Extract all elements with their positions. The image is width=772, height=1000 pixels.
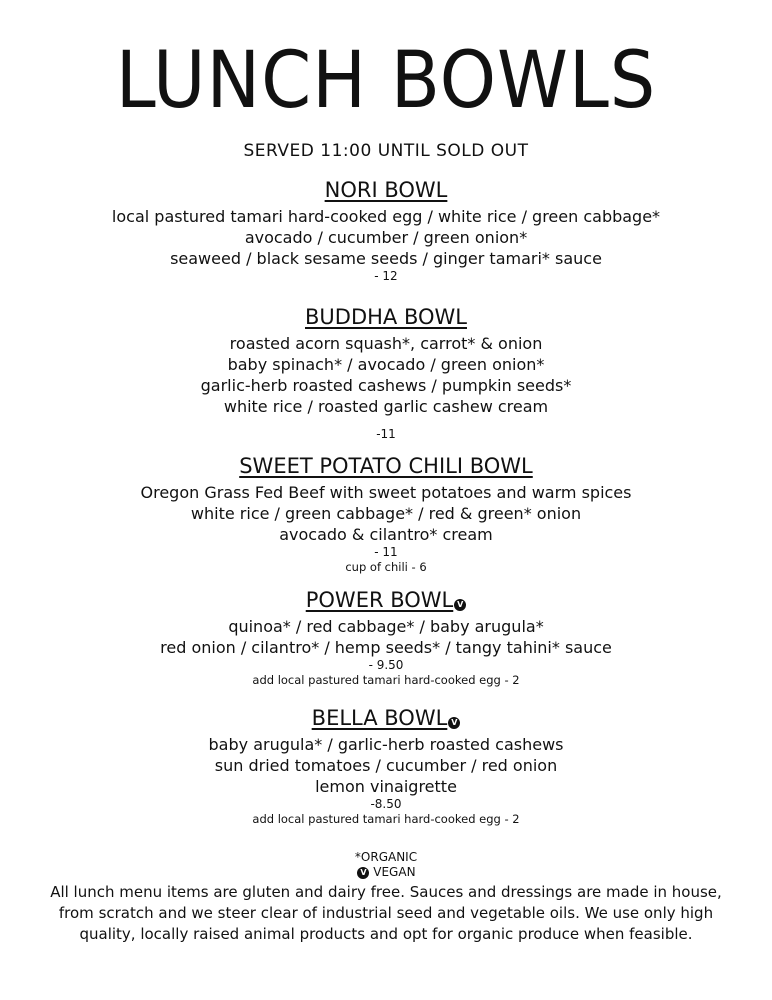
dietary-disclaimer: All lunch menu items are gluten and dairy free. Sauces and dressings are made in house, from scratch and we steer clear of industrial seed and vegetable oils. We use only high quality, locally raised animal products and opt for organic produce when feasible. <box>50 883 722 943</box>
organic-note: *ORGANIC <box>354 850 418 864</box>
item-description-line: red onion / cilantro* / hemp seeds* / tangy tahini* sauce <box>160 638 612 657</box>
item-description-line: sun dried tomatoes / cucumber / red onion <box>214 756 558 775</box>
item-description-line: lemon vinaigrette <box>315 777 457 796</box>
item-description-line: white rice / roasted garlic cashew cream <box>223 397 549 416</box>
menu-item-power-bowl <box>0 590 772 688</box>
page-title: LUNCH BOWLS <box>115 36 657 126</box>
item-name: NORI BOWL <box>324 178 448 202</box>
vegan-icon: V <box>448 717 460 729</box>
item-name: BUDDHA BOWL <box>305 305 467 329</box>
item-description-line: garlic-herb roasted cashews / pumpkin seeds* <box>200 376 572 395</box>
item-name-text: POWER BOWL <box>305 588 454 612</box>
vegan-note <box>0 865 772 880</box>
item-name <box>306 590 467 611</box>
item-name-text: BELLA BOWL <box>311 706 448 730</box>
item-description-line: baby spinach* / avocado / green onion* <box>227 355 545 374</box>
menu-item-buddha-bowl <box>0 307 772 442</box>
vegan-icon: V <box>357 867 369 879</box>
item-extra: cup of chili - 6 <box>345 560 427 574</box>
item-description-line: white rice / green cabbage* / red & green* onion <box>190 504 582 523</box>
menu-item-nori-bowl <box>0 180 772 284</box>
item-price: -11 <box>376 427 396 441</box>
item-description-line: avocado / cucumber / green onion* <box>244 228 528 247</box>
item-description-line: roasted acorn squash*, carrot* & onion <box>229 334 543 353</box>
item-price: -8.50 <box>370 797 402 811</box>
item-description-line: baby arugula* / garlic-herb roasted cashews <box>208 735 564 754</box>
legend <box>0 850 772 880</box>
item-description-line: local pastured tamari hard-cooked egg / white rice / green cabbage* <box>111 207 661 226</box>
item-description-line: Oregon Grass Fed Beef with sweet potatoes and warm spices <box>140 483 632 502</box>
item-extra: add local pastured tamari hard-cooked egg - 2 <box>252 673 520 687</box>
menu-item-bella-bowl <box>0 708 772 827</box>
item-price: - 9.50 <box>368 658 404 672</box>
item-description-line: quinoa* / red cabbage* / baby arugula* <box>228 617 544 636</box>
item-price: - 12 <box>374 269 398 283</box>
item-name <box>312 708 461 729</box>
vegan-icon: V <box>454 599 466 611</box>
item-description-line: seaweed / black sesame seeds / ginger tamari* sauce <box>170 249 602 268</box>
item-price: - 11 <box>374 545 398 559</box>
item-name: SWEET POTATO CHILI BOWL <box>239 454 533 478</box>
item-extra: add local pastured tamari hard-cooked egg - 2 <box>252 812 520 826</box>
page-subtitle: SERVED 11:00 UNTIL SOLD OUT <box>243 141 529 161</box>
menu-item-sweet-potato-chili-bowl <box>0 456 772 575</box>
vegan-note-label: VEGAN <box>373 865 416 879</box>
item-description-line: avocado & cilantro* cream <box>279 525 493 544</box>
